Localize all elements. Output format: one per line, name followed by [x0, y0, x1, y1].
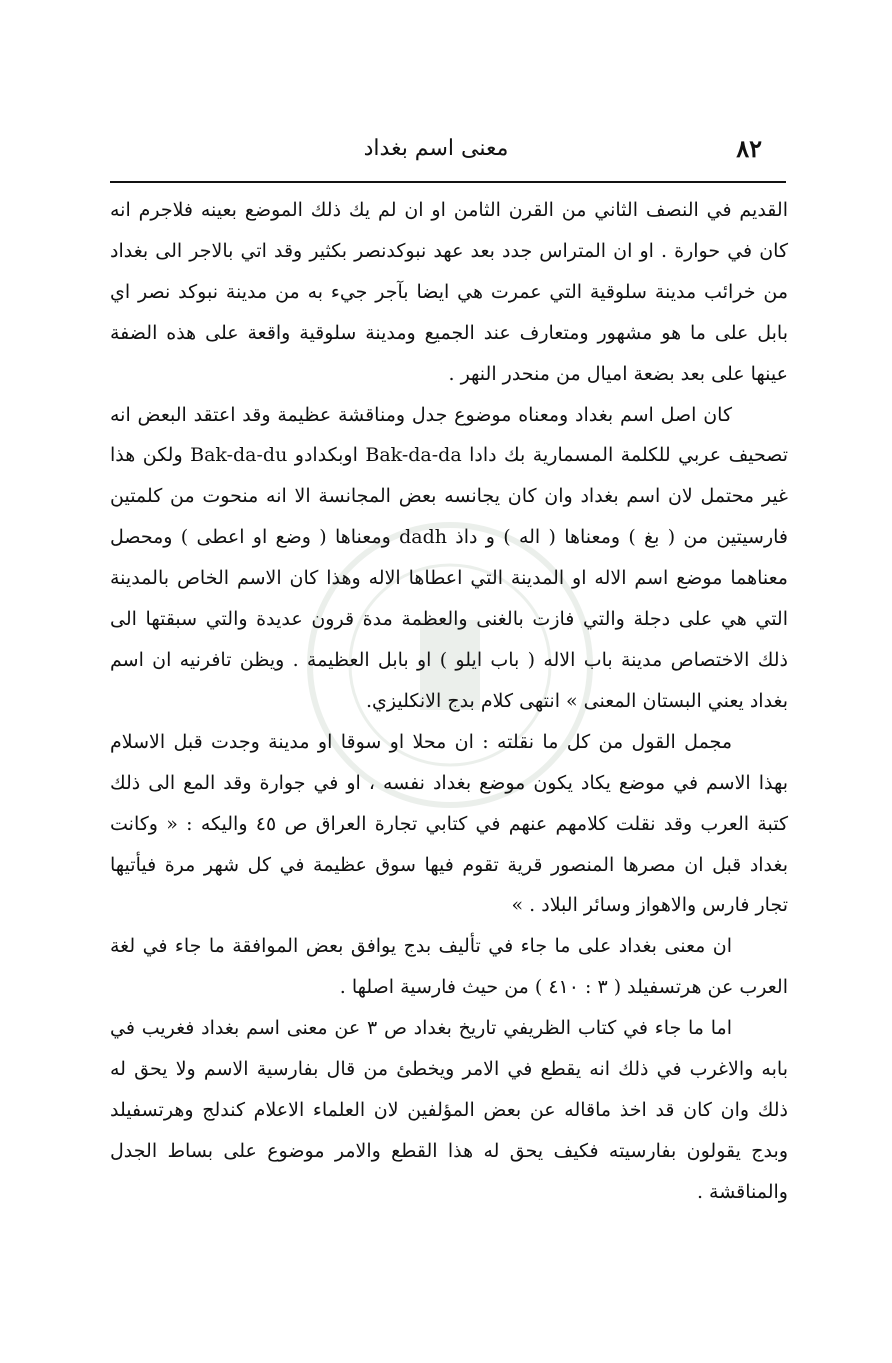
page-header [110, 134, 762, 174]
paragraph: كان اصل اسم بغداد ومعناه موضوع جدل ومناقشة عظيمة وقد اعتقد البعض انه تصحيف عربي للكلمة المسمارية بك دادا Bak-da-da اوبكدادو Bak-da-du ولكن هذا غير محتمل لان اسم بغداد وان كان يجانسه بعض المجانسة الا انه منحوت من كلمتين فارسيتين من ( بغ ) ومعناها ( اله ) و داذ dadh ومعناها ( وضع او اعطى ) ومحصل معناهما موضع اسم الاله او المدينة التي اعطاها الاله وهذا كان الاسم الخاص بالمدينة التي هي على دجلة والتي فازت بالغنى والعظمة مدة قرون عديدة والتي سبقتها الى ذلك الاختصاص مدينة باب الاله ( باب ايلو ) او بابل العظيمة . ويظن تافرنيه ان اسم بغداد يعني البستان المعنى » انتهى كلام بدج الانكليزي. [110, 403, 789, 712]
running-title: معنى اسم بغداد [363, 136, 509, 161]
header-rule [110, 181, 786, 183]
paragraph: اما ما جاء في كتاب الظريفي تاريخ بغداد ص ٣ عن معنى اسم بغداد فغريب في بابه والاغرب في ذلك انه يقطع في الامر ويخطئ من قال بفارسية الاسم ولا يحق له ذلك وان كان قد اخذ ماقاله عن بعض المؤلفين لان العلماء الاعلام كندلج وهرتسفيلد وبدج يقولون بفارسيته فكيف يحق له هذا القطع والامر موضوع على بساط الجدل والمناقشة . [110, 1017, 788, 1203]
body-text [110, 190, 788, 1213]
page-number: ٨٢ [736, 134, 762, 163]
paragraph: ان معنى بغداد على ما جاء في تأليف بدج يوافق بعض الموافقة ما جاء في لغة العرب عن هرتسفيلد ( ٣ : ٤١٠ ) من حيث فارسية اصلها . [110, 935, 788, 999]
paragraph: مجمل القول من كل ما نقلته : ان محلا او سوقا او مدينة وجدت قبل الاسلام بهذا الاسم في موضع يكاد يكون موضع بغداد نفسه ، او في جوارة وقد المع الى ذلك كتبة العرب وقد نقلت كلامهم عنهم في كتابي تجارة العراق ص ٤٥ واليكه : « وكانت بغداد قبل ان مصرها المنصور قرية تقوم فيها سوق عظيمة في كل شهر مرة فيأتيها تجار فارس والاهواز وسائر البلاد . » [110, 730, 788, 917]
paragraph: القديم في النصف الثاني من القرن الثامن او ان لم يك ذلك الموضع بعينه فلاجرم انه كان في حوارة . او ان المتراس جدد بعد عهد نبوكدنصر بكثير وقد اتي بالاجر الى بغداد من خرائب مدينة سلوقية التي عمرت هي ايضا بآجر جيء به من مدينة نبوكد نصر اي بابل على ما هو مشهور ومتعارف عند الجميع ومدينة سلوقية واقعة على هذه الضفة عينها على بعد بضعة اميال من منحدر النهر . [110, 199, 788, 385]
